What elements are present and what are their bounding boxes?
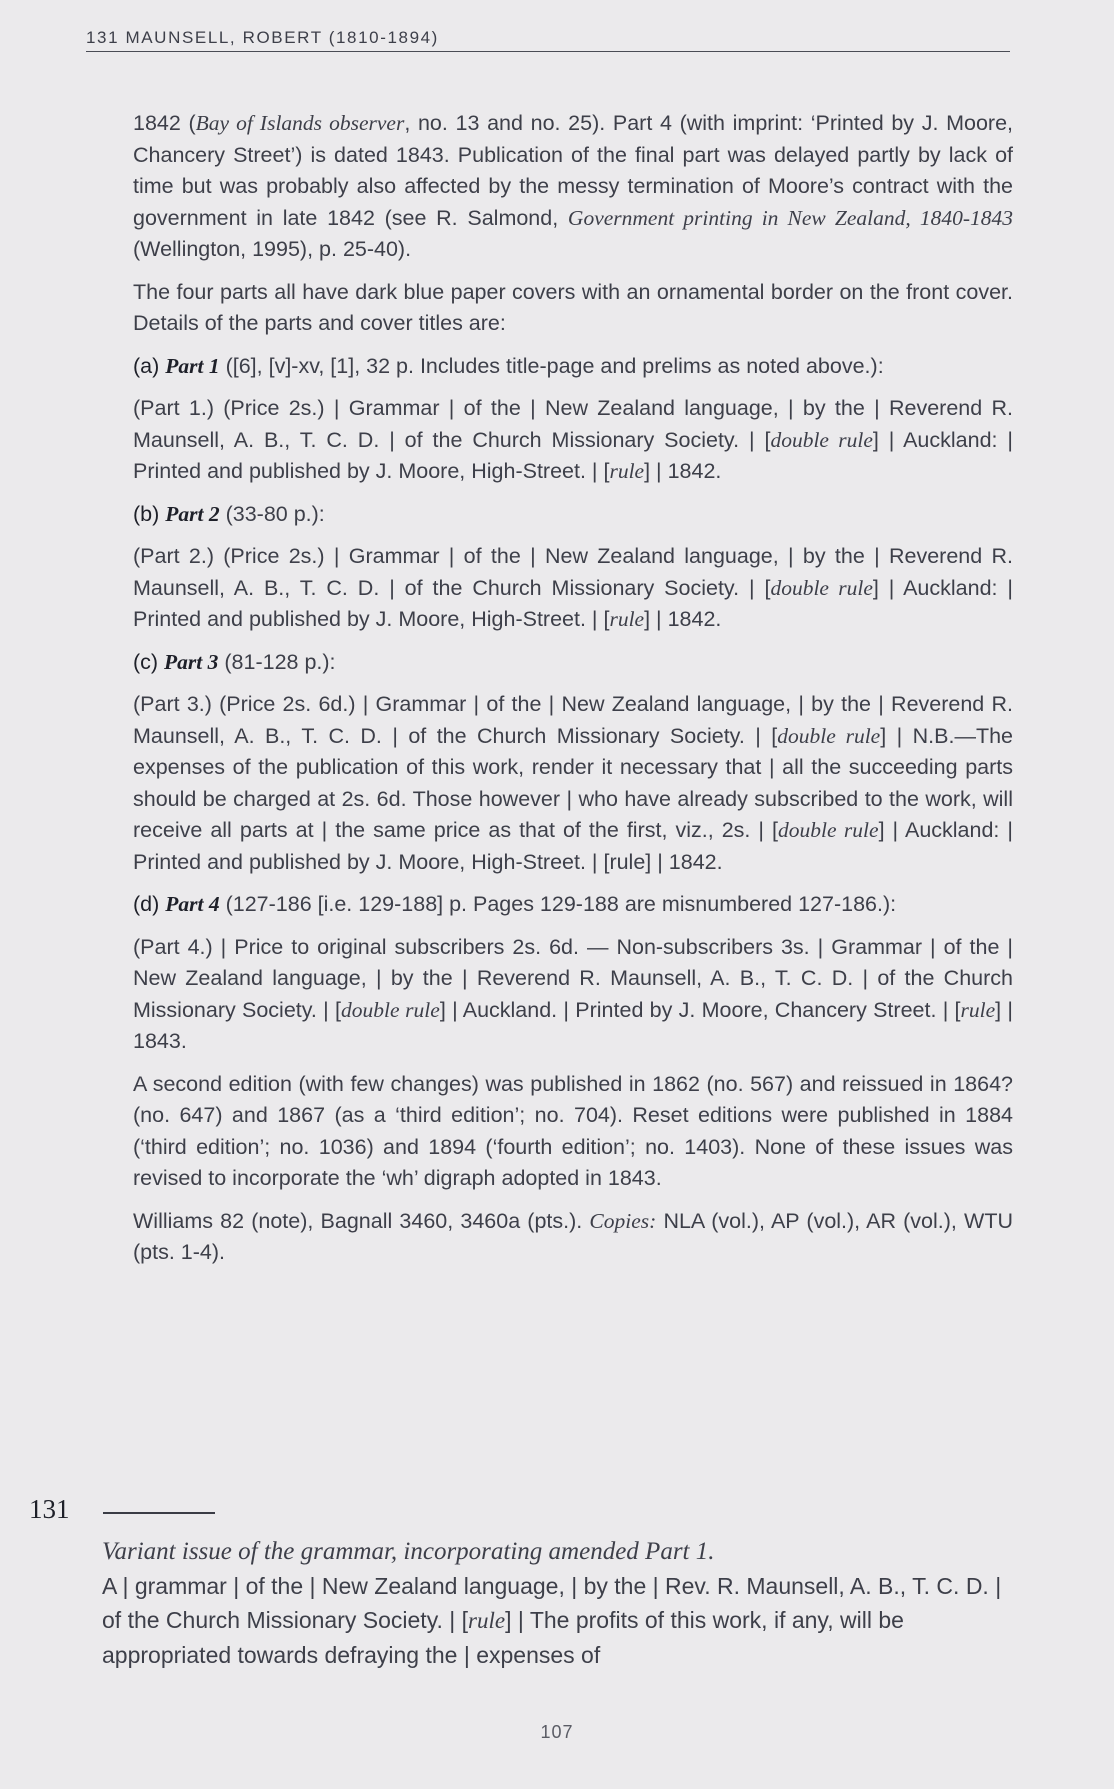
paragraph-publication-history: 1842 (Bay of Islands observer, no. 13 and no. 25). Part 4 (with imprint: ‘Printed by J. Moore, Chancery Street’) is dated 1843. Publication of the final part was delayed partly by lack of time but was probably also affected by the messy termination of Moore’s contract with the government in late 1842 (see R. Salmond, Government printing in New Zealand, 1840-1843 (Wellington, 1995), p. 25-40). <box>133 111 1014 261</box>
paragraph-references: Williams 82 (note), Bagnall 3460, 3460a (pts.). Copies: NLA (vol.), AP (vol.), AR (vol.), WTU (pts. 1-4). <box>133 1208 1013 1264</box>
entry-variant-note: Variant issue of the grammar, incorporating amended Part 1. <box>102 1538 715 1565</box>
part-heading-d: (d) Part 4 (127-186 [i.e. 129-188] p. Pages 129-188 are misnumbered 127-186.): <box>133 892 897 916</box>
entry-number: 131 <box>29 1494 70 1524</box>
cover-title-part-3: (Part 3.) (Price 2s. 6d.) | Grammar | of the | New Zealand language, | by the | Reverend R. Maunsell, A. B., T. C. D. | of the Church Missionary Society. | [double rule] | N.B.—The expenses of the publication of this work, render it necessary that | all the succeeding parts should be charged at 2s. 6d. Those however | who have already subscribed to the work, will receive all parts at | the same price as that of the first, viz., 2s. | [double rule] | Auckland: | Printed and published by J. Moore, High-Street. | [rule] | 1842. <box>133 692 1013 874</box>
part-heading-c: (c) Part 3 (81-128 p.): <box>133 649 336 674</box>
entry-title-transcription: A | grammar | of the | New Zealand language, | by the | Rev. R. Maunsell, A. B., T. C. D. | of the Church Missionary Society. | [rule] | The profits of this work, if any, will be appropriated towards defraying the | expenses of <box>102 1573 1002 1668</box>
page-number: 107 <box>540 1722 574 1742</box>
paragraph-covers: The four parts all have dark blue paper covers with an ornamental border on the front cover. Details of the parts and cover titles are: <box>133 279 1013 335</box>
bibliographic-notes <box>133 108 1013 1280</box>
entry-131-body <box>102 1535 1012 1672</box>
paragraph-later-editions: A second edition (with few changes) was published in 1862 (no. 567) and reissued in 1864? (no. 647) and 1867 (as a ‘third edition’; no. 704). Reset editions were published in 1884 (‘third edition’; no. 1036) and 1894 (‘fourth edition’; no. 1403). None of these issues was revised to incorporate the ‘wh’ digraph adopted in 1843. <box>133 1071 1013 1190</box>
cover-title-part-4: (Part 4.) | Price to original subscribers 2s. 6d. — Non-subscribers 3s. | Grammar | of the | New Zealand language, | by the | Reverend R. Maunsell, A. B., T. C. D. | of the Church Missionary Society. | [double rule] | Auckland. | Printed by J. Moore, Chancery Street. | [rule] | 1843. <box>133 934 1013 1053</box>
cover-title-part-2: (Part 2.) (Price 2s.) | Grammar | of the | New Zealand language, | by the | Reverend R. Maunsell, A. B., T. C. D. | of the Church Missionary Society. | [double rule] | Auckland: | Printed and published by J. Moore, High-Street. | [rule] | 1842. <box>133 544 1013 631</box>
part-heading-b: (b) Part 2 (33-80 p.): <box>133 501 325 526</box>
entry-author-dash <box>103 1512 215 1514</box>
cover-title-part-1: (Part 1.) (Price 2s.) | Grammar | of the | New Zealand language, | by the | Reverend R. Maunsell, A. B., T. C. D. | of the Church Missionary Society. | [double rule] | Auckland: | Printed and published by J. Moore, High-Street. | [rule] | 1842. <box>133 396 1013 483</box>
part-heading-a: (a) Part 1 ([6], [v]-xv, [1], 32 p. Includes title-page and prelims as noted above.): <box>133 353 884 378</box>
running-head: 131 MAUNSELL, ROBERT (1810-1894) <box>86 28 1010 52</box>
